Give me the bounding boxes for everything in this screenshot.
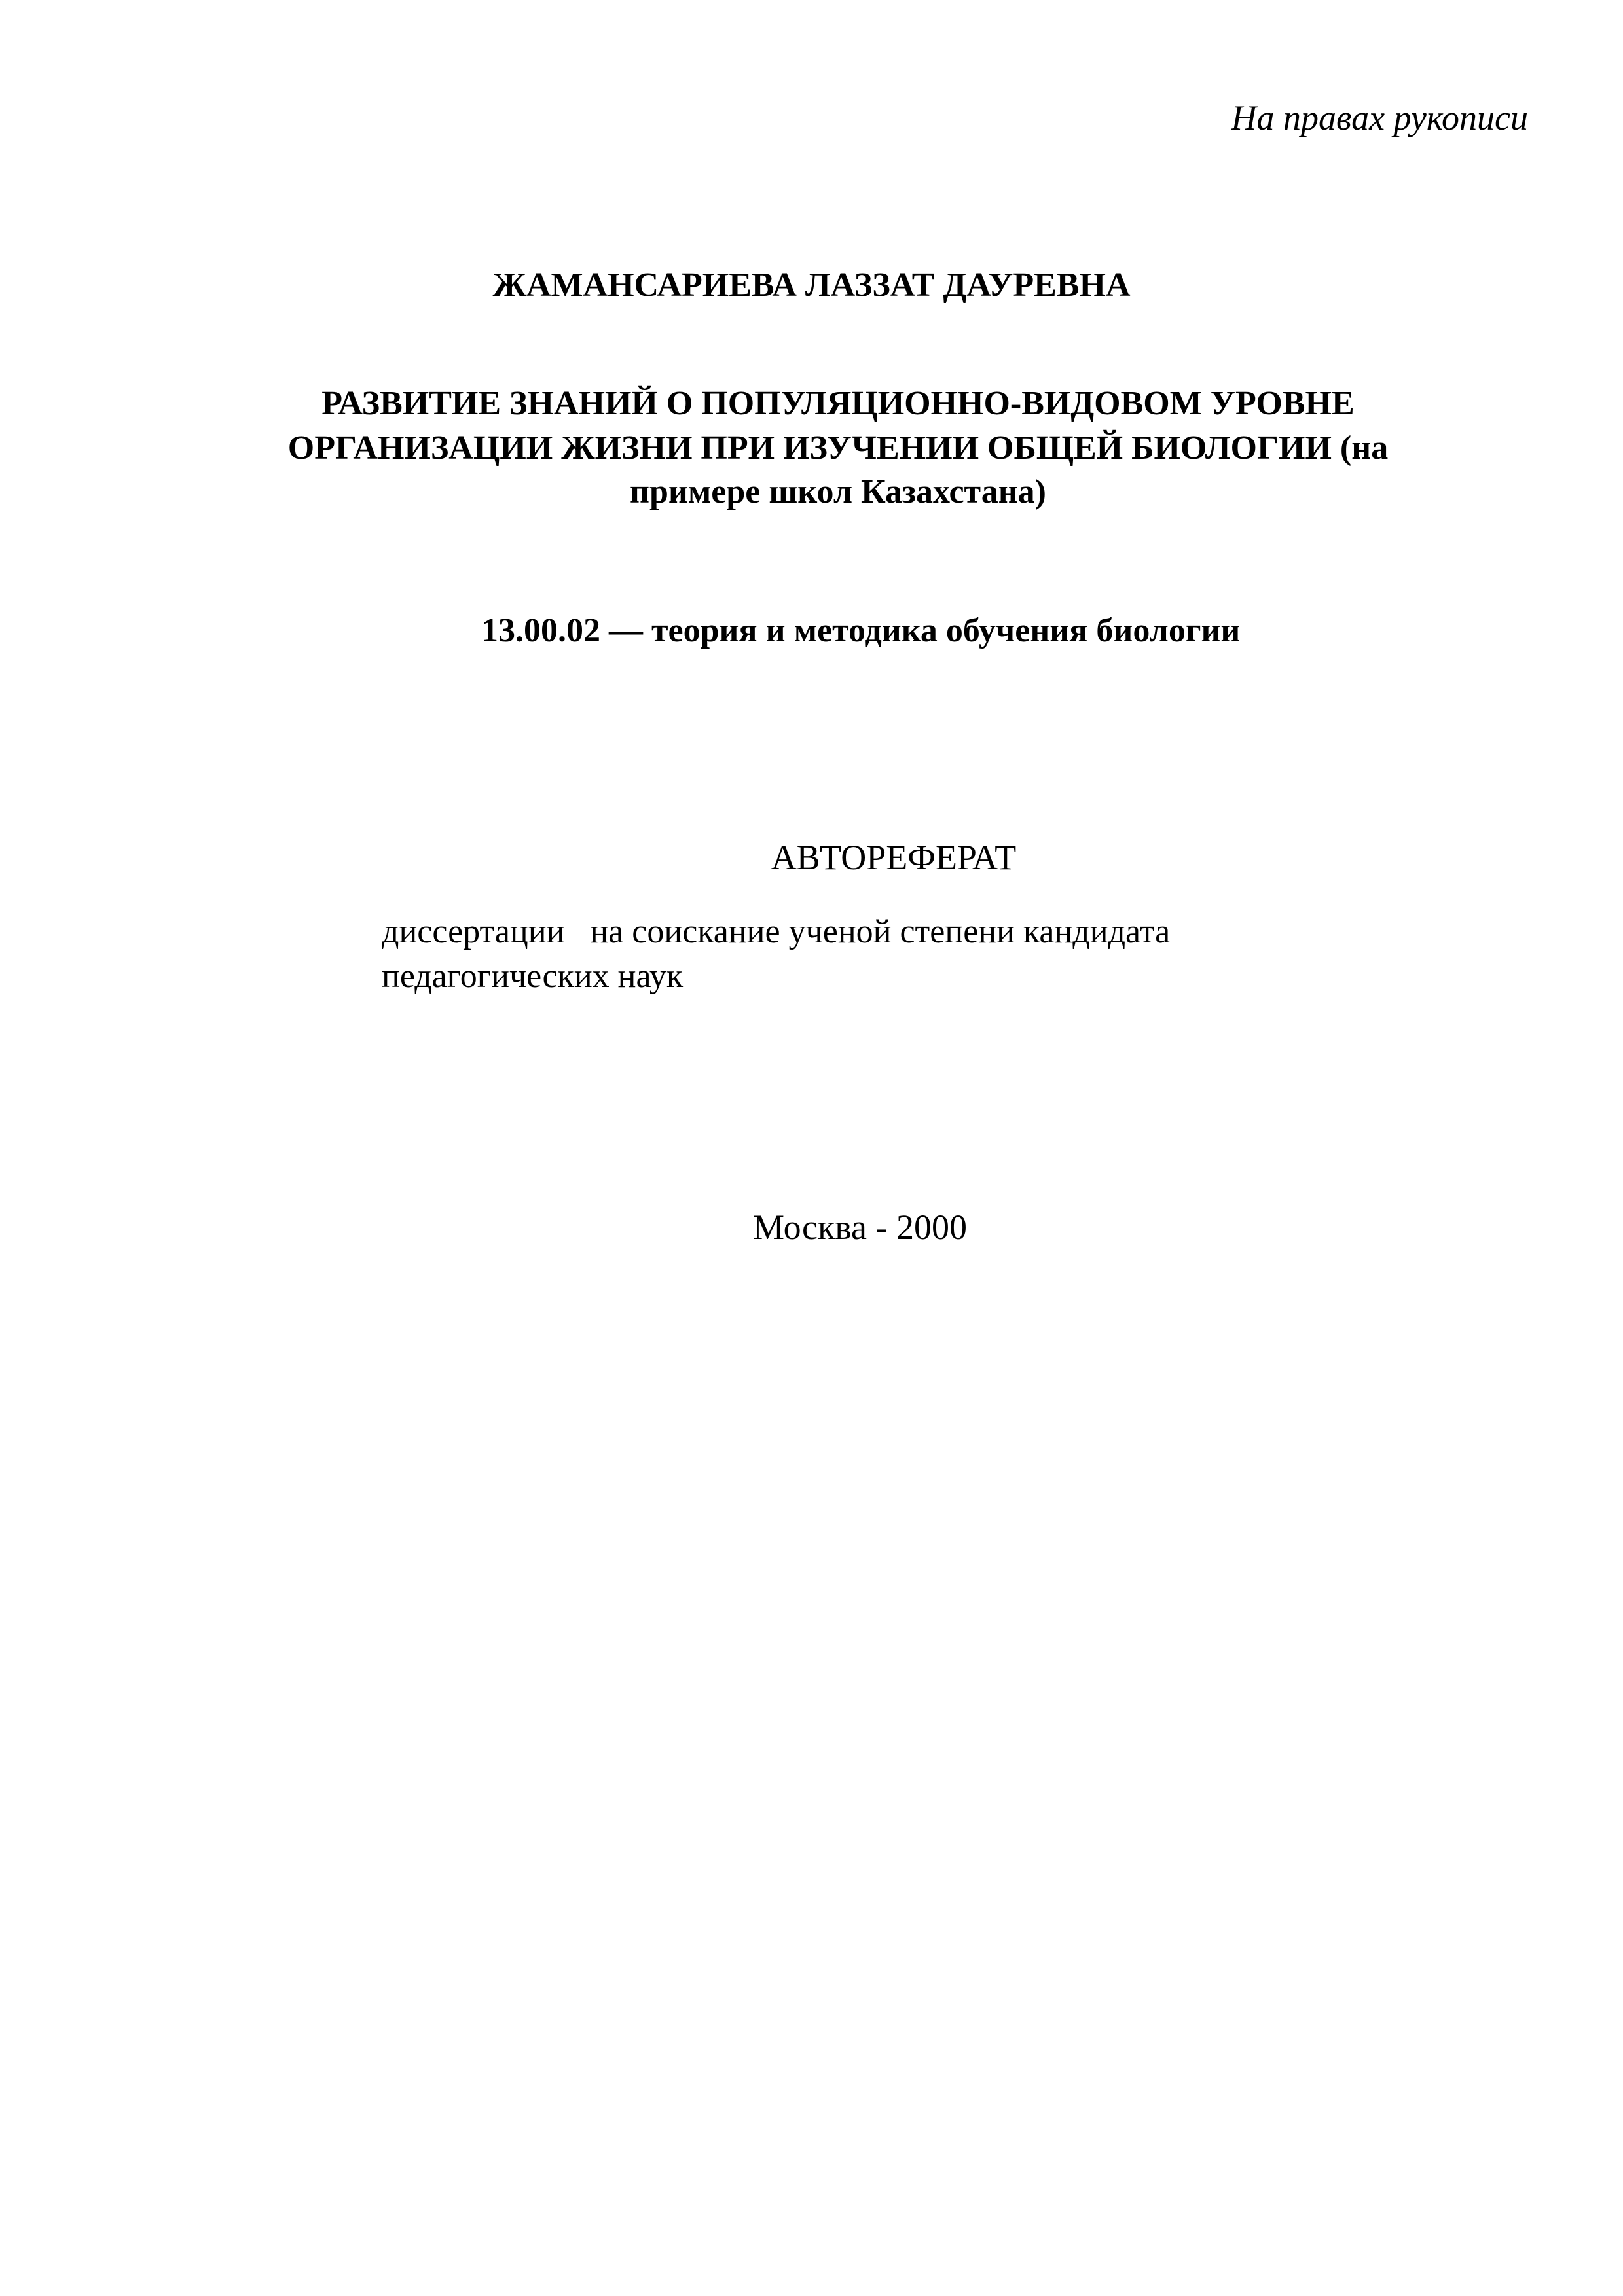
place-year: Москва - 2000 [753, 1208, 967, 1247]
degree-line: диссертации на соискание ученой степени кандидата [382, 913, 1171, 950]
title-line: РАЗВИТИЕ ЗНАНИЙ О ПОПУЛЯЦИОННО-ВИДОВОМ УРОВНЕ [321, 385, 1355, 422]
author-name: ЖАМАНСАРИЕВА ЛАЗЗАТ ДАУРЕВНА [492, 266, 1131, 304]
title-line: примере школ Казахстана) [630, 473, 1046, 511]
document-type: АВТОРЕФЕРАТ [771, 838, 1017, 877]
specialty-code: 13.00.02 — теория и методика обучения биологии [481, 612, 1241, 649]
degree-statement [382, 910, 1170, 998]
title-line: ОРГАНИЗАЦИИ ЖИЗНИ ПРИ ИЗУЧЕНИИ ОБЩЕЙ БИОЛОГИИ (на [287, 429, 1389, 467]
manuscript-note: На правах рукописи [1231, 98, 1528, 137]
dissertation-title [216, 382, 1460, 514]
degree-line: педагогических наук [382, 957, 684, 995]
